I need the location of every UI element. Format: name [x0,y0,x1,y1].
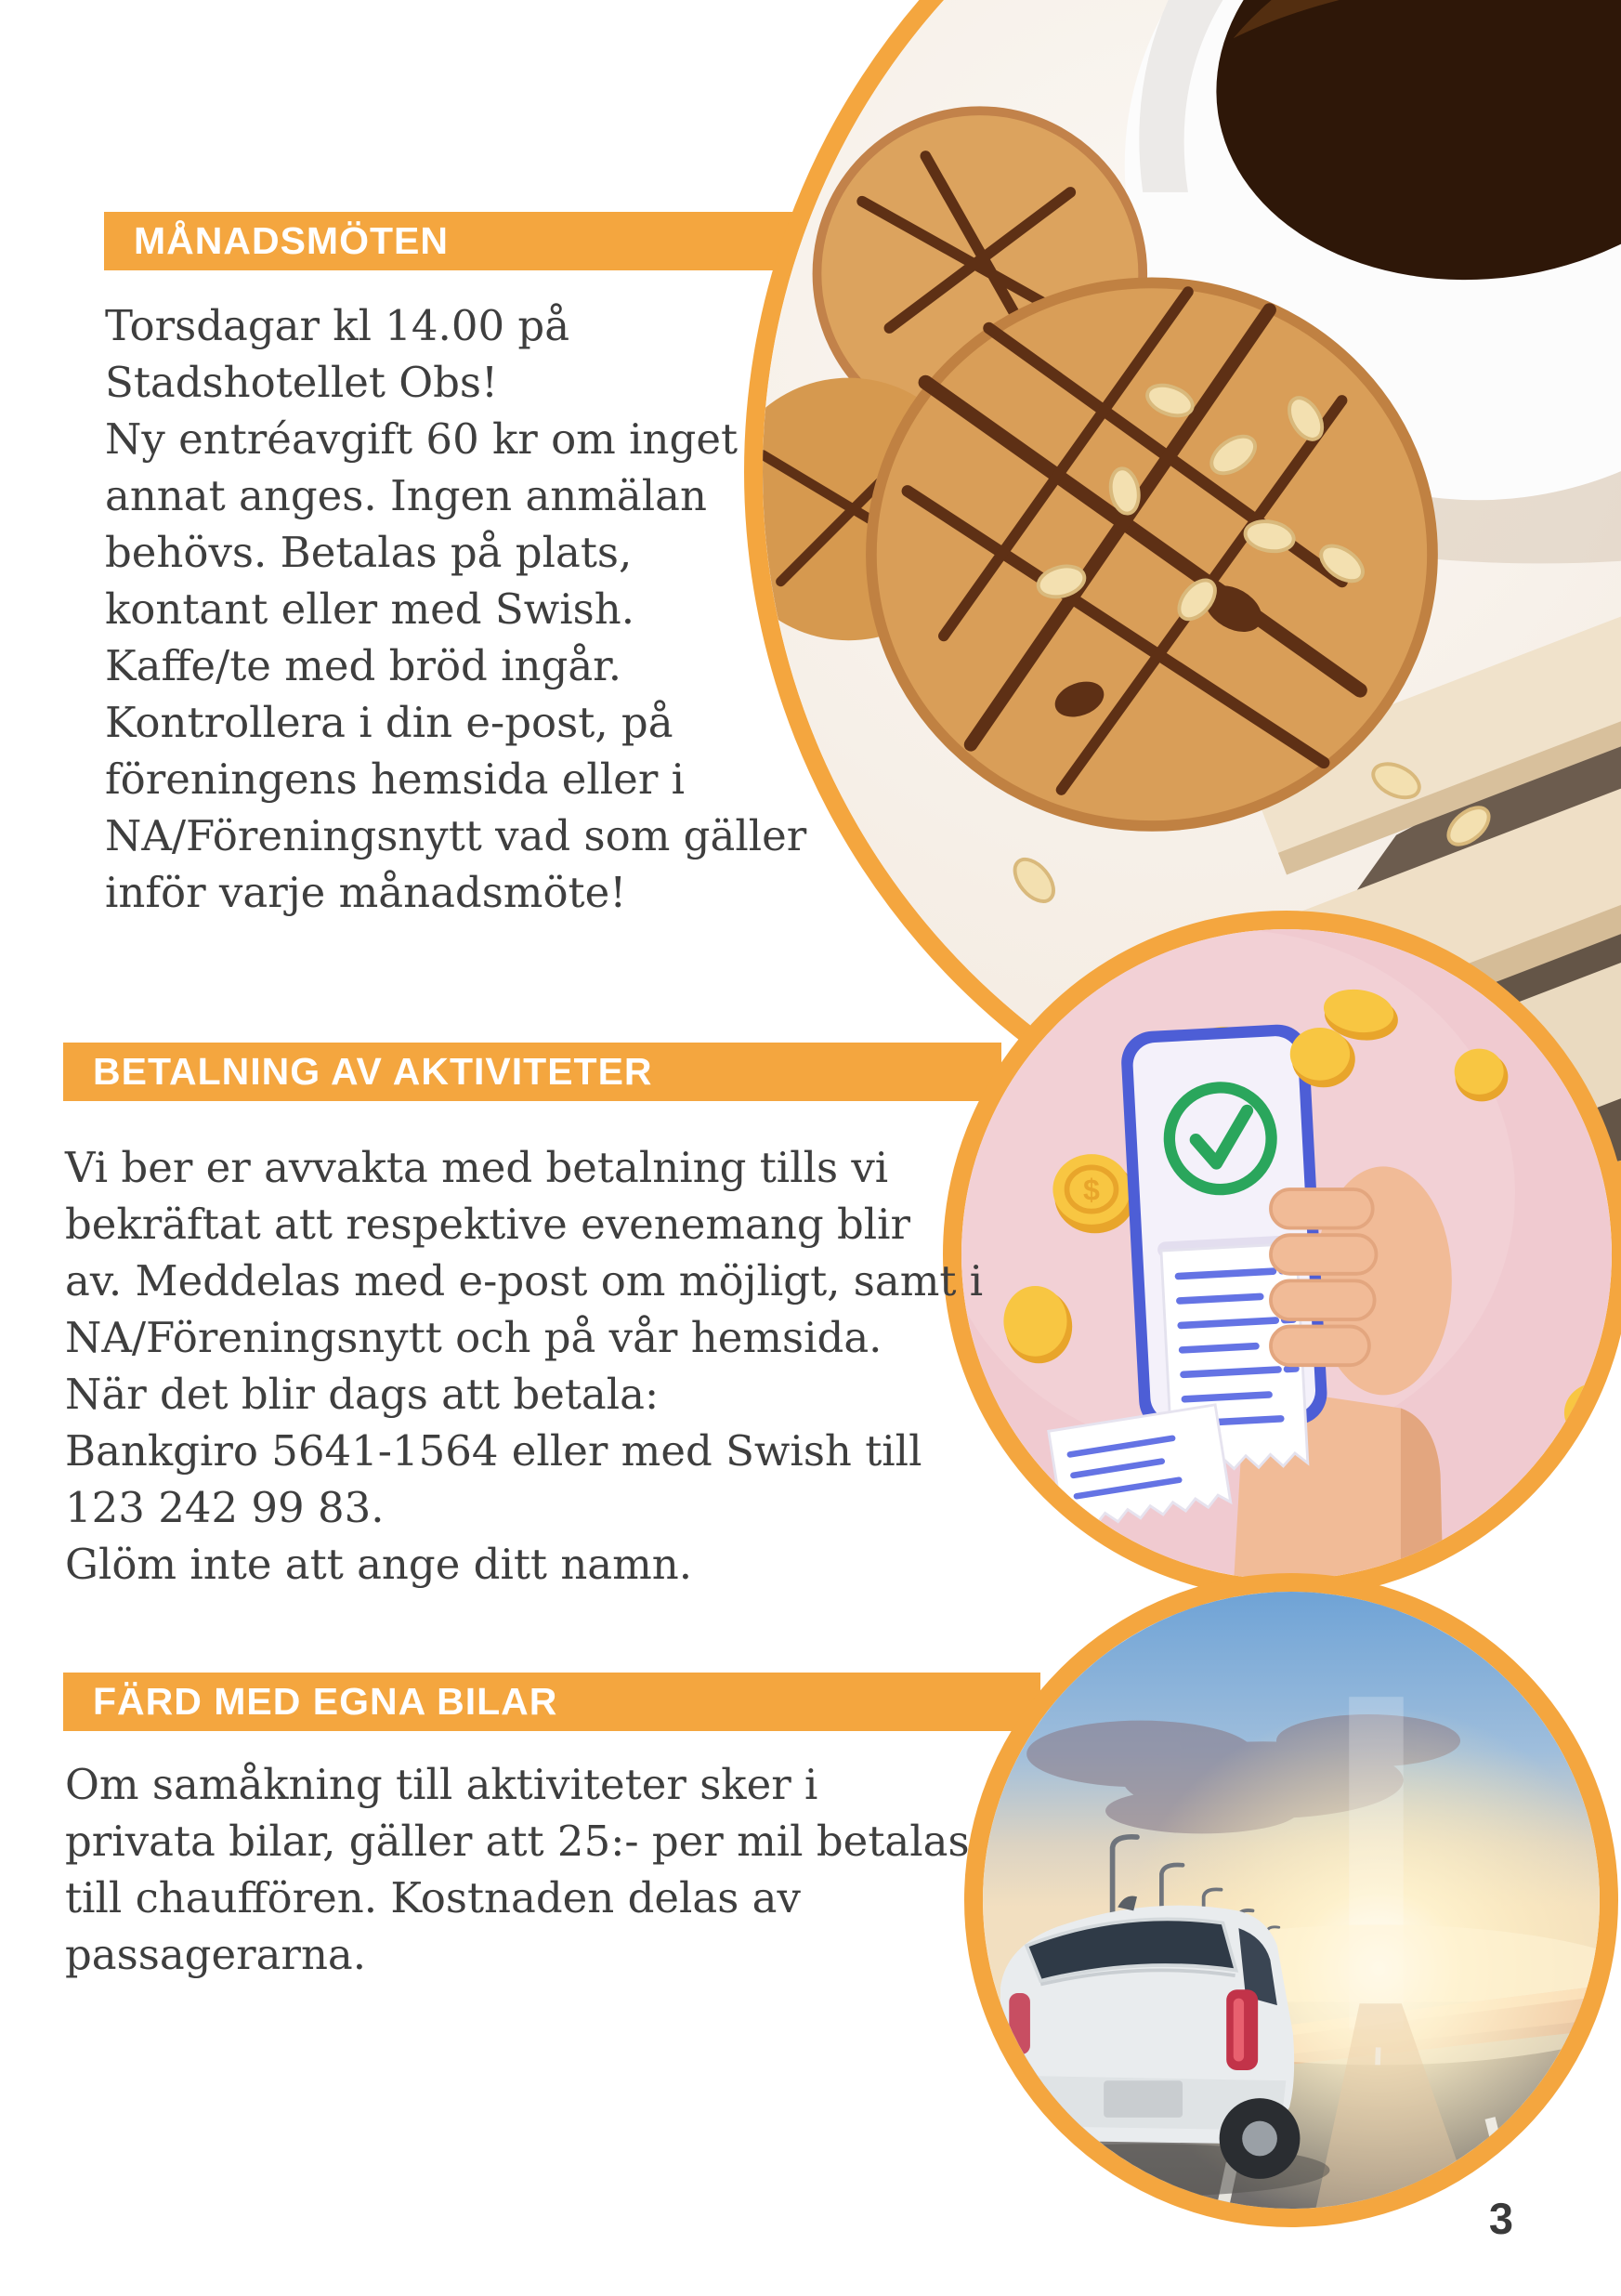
section-header-label: FÄRD MED EGNA BILAR [93,1680,558,1723]
body-text-line: Glöm inte att ange ditt namn. [65,1540,693,1589]
body-text-line: bekräftat att respektive evenemang blir [65,1200,911,1249]
body-text-line: Stadshotellet Obs! [105,358,499,407]
body-text-line: behövs. Betalas på plats, [105,528,633,577]
body-text-line: Bankgiro 5641-1564 eller med Swish till [65,1426,922,1476]
section-body-payment [65,1139,983,1593]
body-text-line: till chauffören. Kostnaden delas av [65,1873,801,1922]
car-highway-photo [964,1573,1618,2227]
body-text-line: Torsdagar kl 14.00 på [105,301,570,350]
section-body-monthly-meetings [105,297,806,921]
mobile-payment-illustration [943,911,1621,1598]
section-body-car-travel [65,1756,970,1983]
body-text-line: privata bilar, gäller att 25:- per mil betalas [65,1817,970,1866]
section-header-car-travel [63,1673,1040,1731]
page-number: 3 [1488,2194,1514,2243]
body-text-line: passagerarna. [65,1930,367,1979]
body-text-line: Kaffe/te med bröd ingår. [105,641,622,690]
car-highway-illustration [983,1592,1600,2209]
body-text-line: Ny entréavgift 60 kr om inget [105,414,739,464]
body-text-line: NA/Föreningsnytt vad som gäller [105,811,807,860]
section-header-monthly-meetings [104,212,808,270]
body-text-line: annat anges. Ingen anmälan [105,471,707,520]
body-text-line: inför varje månadsmöte! [105,868,627,917]
section-header-label: MÅNADSMÖTEN [134,219,449,262]
body-text-line: När det blir dags att betala: [65,1370,660,1419]
body-text-line: föreningens hemsida eller i [105,754,686,804]
body-text-line: Kontrollera i din e-post, på [105,698,673,747]
body-text-line: 123 242 99 83. [65,1483,385,1532]
section-header-label: BETALNING AV AKTIVITETER [93,1050,653,1093]
payment-illustration [961,929,1612,1580]
body-text-line: av. Meddelas med e-post om möjligt, samt i [65,1256,984,1305]
body-text-line: Vi ber er avvakta med betalning tills vi [65,1143,889,1192]
body-text-line: kontant eller med Swish. [105,584,635,634]
body-text-line: NA/Föreningsnytt och på vår hemsida. [65,1313,882,1362]
body-text-line: Om samåkning till aktiviteter sker i [65,1760,818,1809]
svg-text:$: $ [1083,1173,1100,1207]
